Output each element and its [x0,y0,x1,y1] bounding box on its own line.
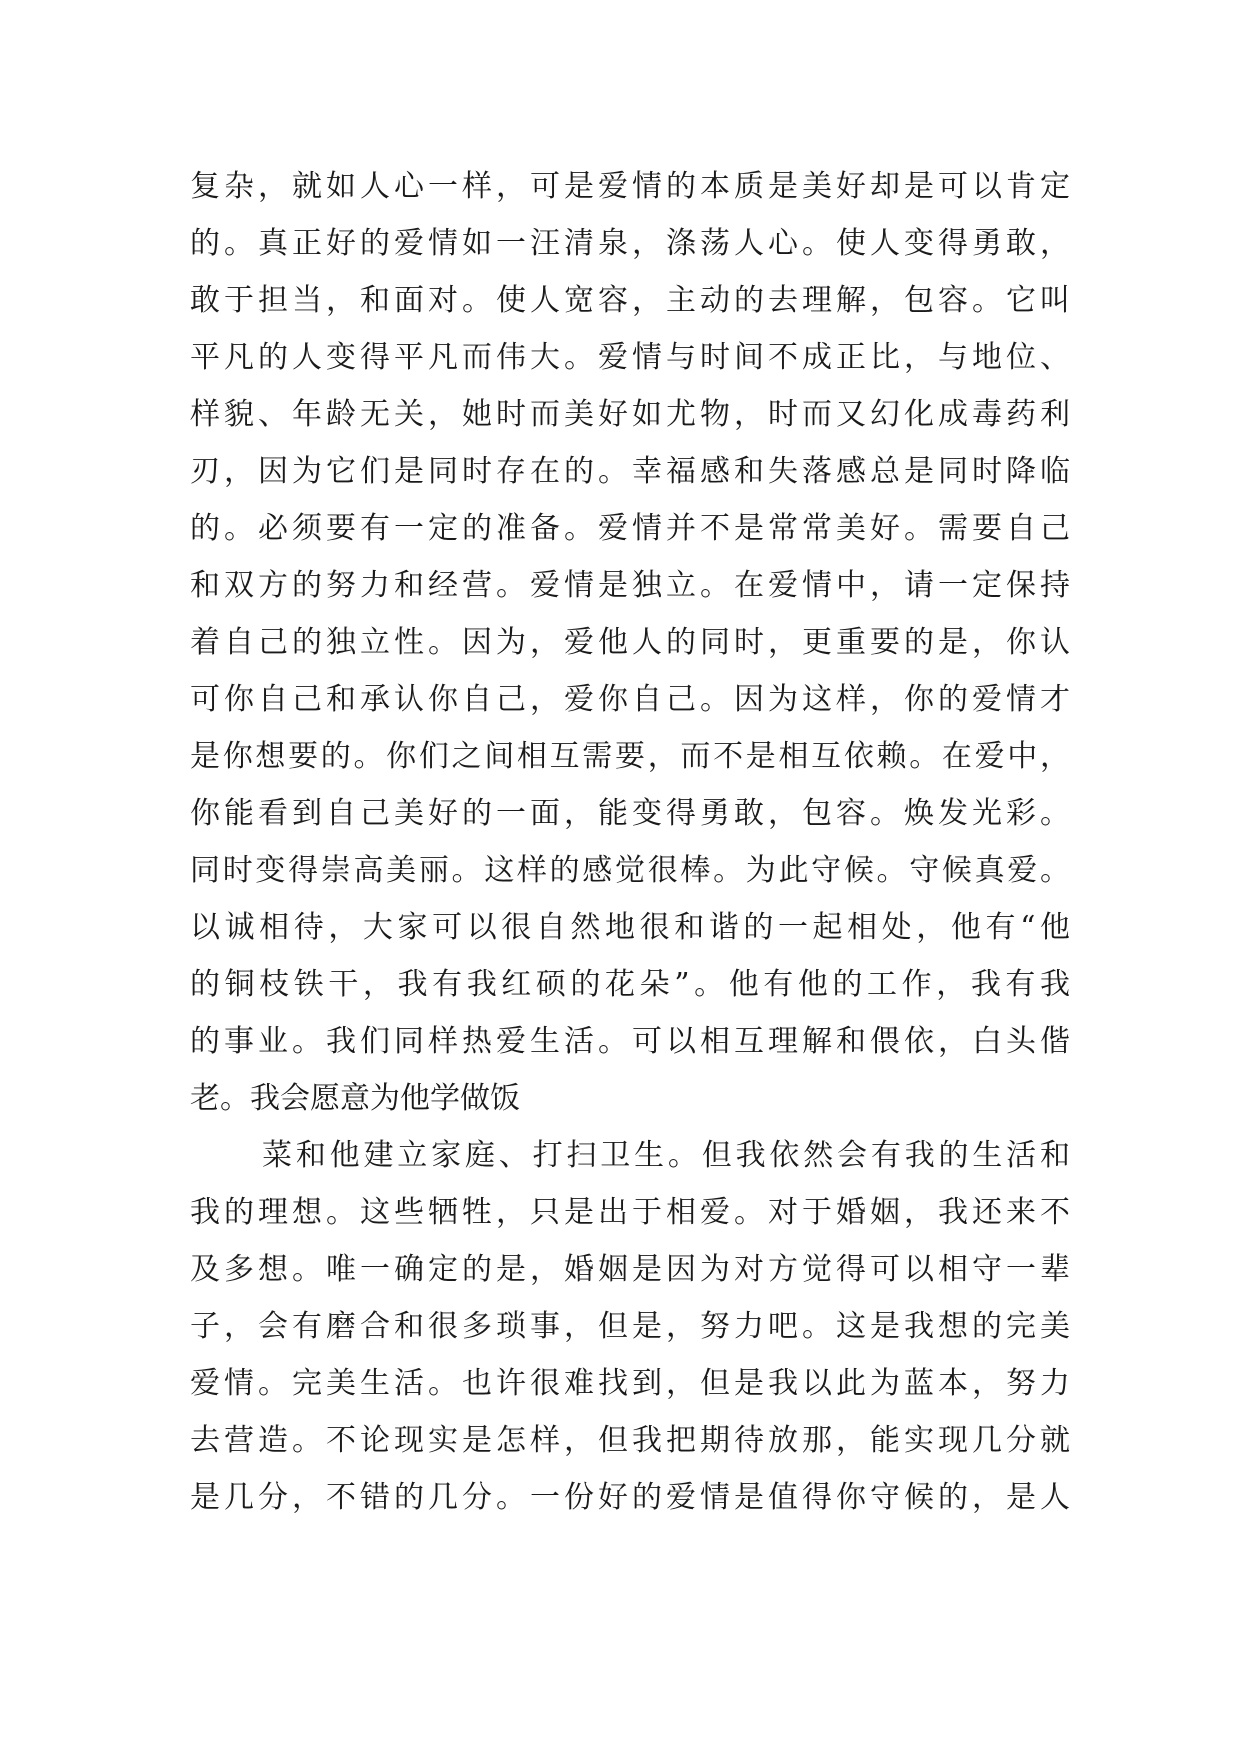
text-line: 是几分，不错的几分。一份好的爱情是值得你守候的，是人 [190,1480,1070,1515]
text-line: 以诚相待，大家可以很自然地很和谐的一起相处，他有“他 [190,910,1070,945]
text-line: 的铜枝铁干，我有我红硕的花朵”。他有他的工作，我有我 [190,967,1070,1002]
text-line: 可你自己和承认你自己，爱你自己。因为这样，你的爱情才 [190,682,1070,717]
text-line: 的事业。我们同样热爱生活。可以相互理解和偎依，白头偕 [190,1024,1070,1059]
text-line: 菜和他建立家庭、打扫卫生。但我依然会有我的生活和 [262,1138,1070,1173]
text-line: 爱情。完美生活。也许很难找到，但是我以此为蓝本，努力 [190,1366,1070,1401]
text-line: 及多想。唯一确定的是，婚姻是因为对方觉得可以相守一辈 [190,1252,1070,1287]
text-line: 去营造。不论现实是怎样，但我把期待放那，能实现几分就 [190,1423,1070,1458]
text-line: 刃，因为它们是同时存在的。幸福感和失落感总是同时降临 [190,454,1070,489]
text-line: 敢于担当，和面对。使人宽容，主动的去理解，包容。它叫 [190,283,1070,318]
text-line: 子，会有磨合和很多琐事，但是，努力吧。这是我想的完美 [190,1309,1070,1344]
text-line: 老。我会愿意为他学做饭 [190,1081,520,1116]
body-text [190,158,1070,1526]
text-line: 是你想要的。你们之间相互需要，而不是相互依赖。在爱中， [190,739,1070,774]
text-line: 样貌、年龄无关，她时而美好如尤物，时而又幻化成毒药利 [190,397,1070,432]
text-line: 着自己的独立性。因为，爱他人的同时，更重要的是，你认 [190,625,1070,660]
text-line: 我的理想。这些牺牲，只是出于相爱。对于婚姻，我还来不 [190,1195,1070,1230]
text-line: 你能看到自己美好的一面，能变得勇敢，包容。焕发光彩。 [190,796,1070,831]
text-line: 同时变得崇高美丽。这样的感觉很棒。为此守候。守候真爱。 [190,853,1070,888]
text-line: 平凡的人变得平凡而伟大。爱情与时间不成正比，与地位、 [190,340,1070,375]
text-line: 复杂，就如人心一样，可是爱情的本质是美好却是可以肯定 [190,169,1070,204]
text-line: 和双方的努力和经营。爱情是独立。在爱情中，请一定保持 [190,568,1070,603]
text-line: 的。必须要有一定的准备。爱情并不是常常美好。需要自己 [190,511,1070,546]
text-line: 的。真正好的爱情如一汪清泉，涤荡人心。使人变得勇敢， [190,226,1070,261]
